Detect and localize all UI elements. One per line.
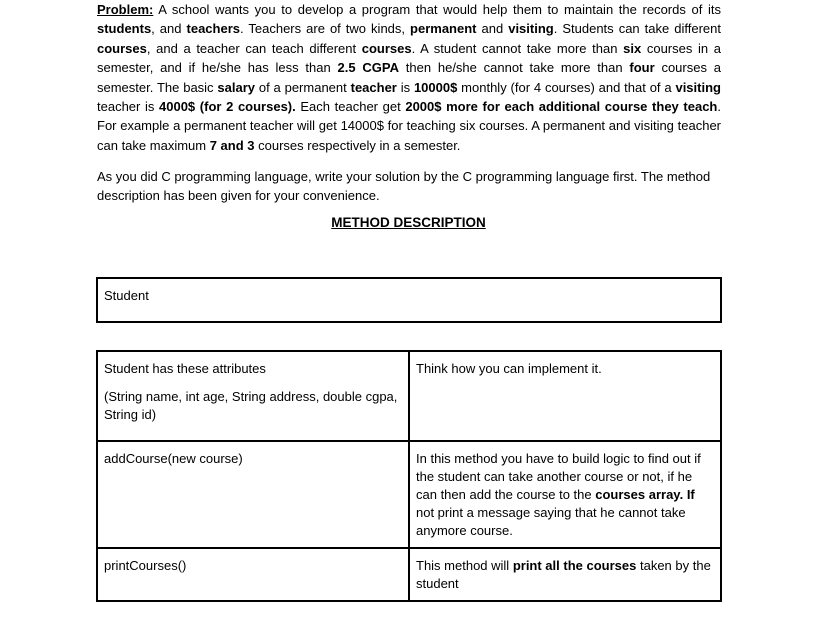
bold-text: If [686, 487, 695, 502]
bold-text: students [97, 21, 152, 37]
instructions-paragraph: As you did C programming language, write your solution by the C programming language first. The method description has been given for your convenience. [97, 169, 711, 203]
bold-text: salary [217, 79, 255, 95]
text-segment: Think how you can implement it. [416, 361, 602, 376]
student-class-box [96, 277, 722, 323]
text-segment: . Students can take different [553, 21, 721, 37]
text-segment: and [476, 21, 509, 37]
print-courses-method: printCourses() [104, 558, 187, 573]
table-row [97, 441, 721, 548]
bold-text: print all the courses [512, 558, 637, 573]
text-segment: . For example a permanent teacher will get 14000$ for teaching six courses. A permanent and visiting teacher can take maximum [97, 99, 721, 153]
method-name-cell [97, 441, 409, 548]
text-segment: of a permanent [255, 79, 351, 95]
bold-text: teacher [350, 79, 397, 95]
attributes-list: (String name, int age, String address, double cgpa, String id) [104, 389, 398, 422]
text-segment: then he/she cannot take more than [398, 60, 630, 76]
heading-text: METHOD DESCRIPTION [331, 215, 486, 230]
problem-paragraph [97, 0, 721, 155]
bold-text: courses array. [595, 487, 684, 502]
methods-table [96, 350, 722, 602]
bold-text: permanent [410, 21, 477, 37]
bold-text: courses [97, 40, 147, 56]
add-course-method: addCourse(new course) [104, 451, 243, 466]
text-segment: monthly (for 4 courses) and that of a [457, 79, 676, 95]
method-description-cell [409, 441, 721, 548]
bold-text: visiting [508, 21, 554, 37]
student-class-label: Student [104, 288, 149, 303]
bold-text: 2.5 CGPA [337, 60, 399, 76]
bold-text: courses [361, 40, 412, 56]
method-description-heading [0, 214, 817, 232]
bold-text: four [629, 60, 655, 76]
attributes-title: Student has these attributes [104, 361, 266, 376]
text-segment: In this method you have to build logic to find out if the student can take another course or not, if he can then add the course to the [416, 451, 701, 502]
bold-text: visiting [675, 79, 721, 95]
method-name-cell [97, 548, 409, 601]
bold-text: teachers [186, 21, 240, 37]
bold-text: 2000$ more for each additional course they teach [405, 99, 718, 115]
text-segment: courses respectively in a semester. [254, 137, 461, 153]
table-row [97, 548, 721, 601]
method-description-cell [409, 351, 721, 441]
problem-text [97, 2, 721, 153]
bold-text: 7 and 3 [209, 137, 255, 153]
text-segment: is [396, 79, 414, 95]
table-row [97, 351, 721, 441]
bold-text: 10000$ [413, 79, 458, 95]
text-segment: courses a semester. The basic [97, 60, 721, 95]
text-segment: , and a teacher can teach different [146, 40, 362, 56]
text-segment: , and [151, 21, 187, 37]
text-segment: Each teacher get [295, 99, 406, 115]
text-segment: not print a message saying that he cannot take anymore course. [416, 505, 686, 538]
problem-label: Problem: [97, 2, 154, 17]
text-segment: teacher is [97, 99, 160, 115]
method-name-cell [97, 351, 409, 441]
bold-text: six [623, 40, 642, 56]
text-segment: . A student cannot take more than [411, 40, 624, 56]
text-segment: courses in a semester, and if he/she has less than [97, 40, 721, 76]
text-segment: . Teachers are of two kinds, [240, 21, 411, 37]
method-description-cell [409, 548, 721, 601]
text-segment: taken by the student [416, 558, 711, 591]
text-segment: This method will [416, 558, 513, 573]
bold-text: 4000$ (for 2 courses). [159, 99, 296, 115]
text-segment: A school wants you to develop a program that would help them to maintain the records of its [153, 2, 721, 17]
